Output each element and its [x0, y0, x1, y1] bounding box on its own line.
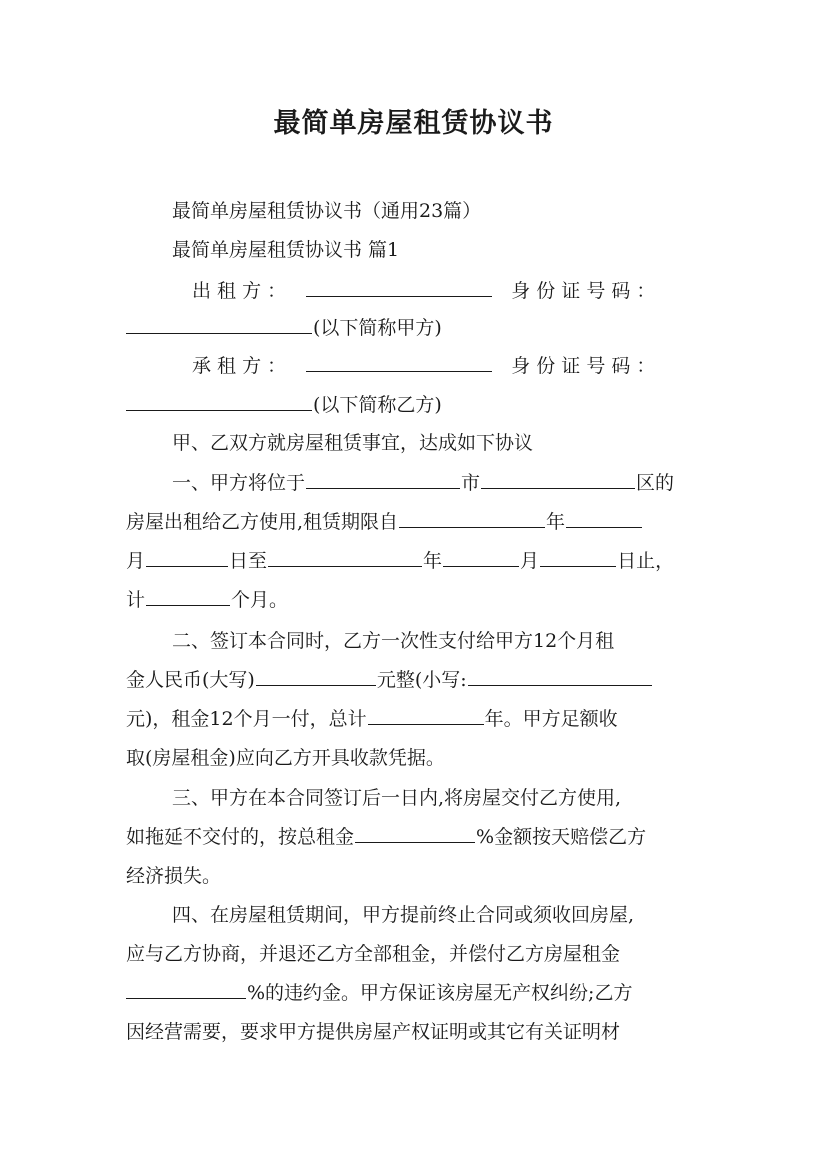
end-day-label: 日止， [617, 550, 675, 572]
delay-penalty-text: 如拖延不交付的，按总租金 [126, 826, 355, 848]
city-blank [481, 464, 635, 489]
subtitle-text: 最简单房屋租赁协议书（通用23篇） [172, 200, 482, 222]
agreement-line [126, 424, 702, 462]
rmb-small-label: 元整(小写: [376, 669, 467, 691]
document-title: 最简单房屋租赁协议书 [273, 108, 554, 139]
start-year-blank [399, 503, 545, 528]
year-label: 年 [546, 511, 566, 533]
end-year-label: 年 [423, 550, 443, 572]
refund-text: 应与乙方协商，并退还乙方全部租金，并偿付乙方房屋租金 [126, 943, 621, 965]
start-month-blank [566, 503, 642, 528]
clause-4-line-3 [126, 974, 702, 1012]
lessor-id-line [126, 309, 702, 347]
clause-3-line-3 [126, 857, 702, 895]
lessor-id-label: 身 份 证 号 码 ： [511, 280, 656, 302]
months-blank [146, 581, 230, 606]
clause-4-line-4 [126, 1013, 702, 1051]
lessee-name-blank [306, 347, 492, 372]
breach-text: %的违约金。甲方保证该房屋无产权纠纷;乙方 [247, 982, 633, 1004]
location-blank [306, 464, 460, 489]
total-label: 计 [126, 589, 146, 611]
city-label: 市 [461, 472, 481, 494]
clause-3-line-1 [126, 779, 702, 817]
lessee-suffix: (以下简称乙方) [313, 394, 442, 416]
lessee-line [126, 347, 702, 385]
article-heading: 最简单房屋租赁协议书 篇1 [172, 239, 400, 261]
clause-4-line-1 [126, 896, 702, 934]
clause-1-line-2 [126, 503, 702, 541]
lessee-id-blank [126, 386, 312, 411]
clause-2-line-1 [126, 622, 702, 660]
day-to-label: 日至 [229, 550, 268, 572]
clause-4-text: 四、在房屋租赁期间，甲方提前终止合同或须收回房屋, [172, 904, 635, 926]
clause-1-text: 一、甲方将位于 [172, 472, 306, 494]
receipt-text: 取(房屋租金)应向乙方开具收款凭据。 [126, 747, 445, 769]
lessor-label: 出 租 方 ： [192, 280, 287, 302]
end-day-blank [540, 542, 616, 567]
lessor-name-blank [306, 272, 492, 297]
lease-term-text: 房屋出租给乙方使用,租赁期限自 [126, 511, 399, 533]
article-line [126, 231, 702, 269]
lessee-id-line [126, 386, 702, 424]
clause-4-line-2 [126, 935, 702, 973]
rent-total-label: 元)，租金12个月一付，总计 [126, 708, 367, 730]
clause-3-line-2 [126, 818, 702, 856]
end-month-blank [443, 542, 519, 567]
economic-loss-text: 经济损失。 [126, 865, 222, 887]
breach-percent-blank [126, 974, 246, 999]
end-month-label: 月 [520, 550, 540, 572]
clause-2-line-4 [126, 739, 702, 777]
lessor-suffix: (以下简称甲方) [313, 317, 442, 339]
months-label: 个月。 [231, 589, 289, 611]
lessor-line [126, 272, 702, 310]
lessor-id-blank [126, 309, 312, 334]
rent-receipt-text: 年。甲方足额收 [484, 708, 618, 730]
month-label: 月 [126, 550, 146, 572]
lessee-label: 承 租 方 ： [192, 355, 287, 377]
clause-1-line-4 [126, 581, 702, 619]
property-proof-text: 因经营需要，要求甲方提供房屋产权证明或其它有关证明材 [126, 1021, 621, 1043]
clause-3-text: 三、甲方在本合同签订后一日内,将房屋交付乙方使用, [172, 787, 622, 809]
clause-2-line-2 [126, 661, 702, 699]
start-day-blank [146, 542, 228, 567]
end-year-blank [268, 542, 422, 567]
clause-2-text: 二、签订本合同时，乙方一次性支付给甲方12个月租 [172, 630, 615, 652]
clause-1-line-1 [126, 464, 702, 502]
lessee-id-label: 身 份 证 号 码 ： [511, 355, 656, 377]
district-label: 区的 [636, 472, 675, 494]
rmb-small-blank [468, 661, 652, 686]
rent-total-blank [368, 700, 484, 725]
rmb-capital-label: 金人民币(大写) [126, 669, 255, 691]
clause-1-line-3 [126, 542, 702, 580]
penalty-percent-label: %金额按天赔偿乙方 [476, 826, 647, 848]
subtitle-line [126, 192, 702, 230]
agreement-text: 甲、乙双方就房屋租赁事宜，达成如下协议 [172, 432, 534, 454]
penalty-percent-blank [355, 818, 475, 843]
rmb-capital-blank [256, 661, 376, 686]
clause-2-line-3 [126, 700, 702, 738]
